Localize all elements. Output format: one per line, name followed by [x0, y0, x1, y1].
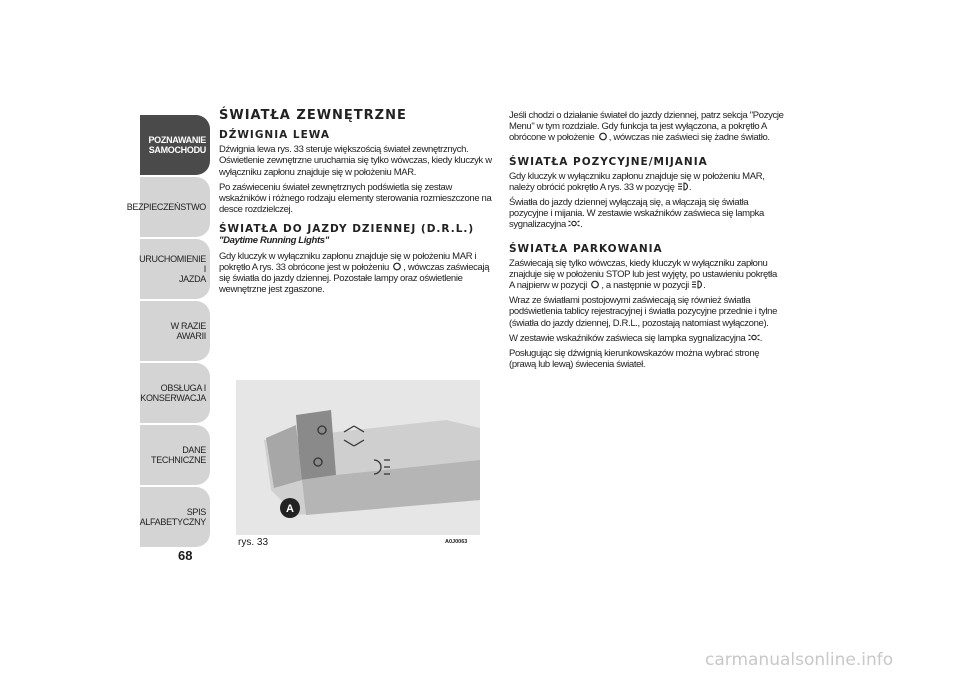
side-lights-icon [568, 219, 583, 231]
figure-label: rys. 33 [238, 537, 269, 548]
text: Jeśli chodzi o działanie świateł do jazdy dziennej, patrz sekcja "Pozycje Menu" w tym rozdziale. Gdy funkcja ta jest wyłączona, a pokrętło A obrócone w położenie [509, 110, 784, 144]
text: Zaświecają się tylko wówczas, kiedy kluczyk w wyłączniku zapłonu znajduje się w położeniu STOP lub jest wyjęty, po ustawieniu pokrętła A najpierw w pozycji [509, 257, 777, 292]
tab-label: OBSŁUGA I KONSERWACJA [140, 383, 206, 403]
text: . [688, 181, 692, 193]
watermark: carmanualsonline.info [705, 650, 894, 670]
tab-w-razie-awarii[interactable] [140, 301, 210, 361]
paragraph [509, 197, 784, 231]
tab-dane-techniczne[interactable] [140, 425, 210, 485]
tab-spis-alfabetyczny[interactable] [140, 487, 210, 547]
tab-label: BEZPIECZEŃSTWO [126, 202, 206, 212]
tab-label: URUCHOMIENIE I JAZDA [139, 254, 206, 284]
tab-label: W RAZIE AWARII [170, 321, 206, 341]
text: . [580, 219, 583, 231]
tab-bezpieczenstwo[interactable] [126, 177, 210, 237]
heading-parking-lights: ŚWIATŁA PARKOWANIA [509, 242, 663, 255]
low-beam-icon [677, 181, 692, 193]
left-column [219, 110, 494, 299]
text: , wówczas nie zaświeci się żadne światło. [608, 132, 770, 144]
paragraph [509, 171, 784, 193]
drl-subtitle: "Daytime Running Lights" [219, 235, 329, 247]
heading-lever: DŹWIGNIA LEWA [219, 129, 331, 142]
paragraph: Po zaświeceniu świateł zewnętrznych podświetla się zestaw wskaźników i różnego rodzaju elementy sterowania rozmieszczone na desce rozdzielczej. [219, 181, 492, 216]
text: Światła do jazdy dziennej wyłączają się, a włączają się światła pozycyjne i mijania. W zestawie wskaźników zaświeca się lampka sygnalizacyjna [509, 197, 764, 231]
text: , wówczas zaświecają się światła do jazdy dziennej. Pozostałe lampy oraz oświetlenie wewnętrzne jest zgaszone. [219, 261, 490, 296]
paragraph [509, 110, 784, 144]
heading-drl: ŚWIATŁA DO JAZDY DZIENNEJ (D.R.L.) [219, 223, 475, 236]
paragraph: Posługując się dźwignią kierunkowskazów można wybrać stronę (prawą lub lewą) świecenia świateł. [509, 348, 760, 371]
tab-obsluga-i-konserwacja[interactable] [140, 363, 210, 423]
tab-label: SPIS ALFABETYCZNY [139, 507, 206, 527]
side-lights-icon [748, 332, 763, 344]
paragraph [509, 258, 784, 292]
chapter-sidebar [126, 115, 210, 549]
paragraph: Wraz ze światłami postojowymi zaświecają się również światła podświetlenia tablicy rejestracyjnej i światła pozycyjne przednie i tylne (światła do jazdy dziennej, D.R.L., pozostają natomiast wyłączone). [509, 295, 778, 329]
tab-poznawanie-samochodu[interactable] [140, 115, 210, 175]
heading-position-lights: ŚWIATŁA POZYCYJNE/MIJANIA [509, 155, 708, 168]
circle-off-icon [391, 262, 403, 271]
figure-marker: A [286, 503, 294, 515]
right-column [509, 110, 784, 374]
text: . [759, 332, 763, 344]
tab-label: DANE TECHNICZNE [151, 445, 206, 465]
section-title: ŚWIATŁA ZEWNĘTRZNE [219, 108, 407, 123]
lever-figure [236, 380, 480, 535]
text: Gdy kluczyk w wyłączniku zapłonu znajduje się w położeniu MAR, należy obrócić pokrętło A rys. 33 w pozycję [509, 170, 765, 193]
tab-label: POZNAWANIE SAMOCHODU [148, 135, 206, 155]
tab-uruchomienie-i-jazda[interactable] [140, 239, 210, 299]
text: Gdy kluczyk w wyłączniku zapłonu znajduje się w położeniu MAR i pokrętło A rys. 33 obrócone jest w położeniu [219, 250, 477, 273]
circle-off-icon [589, 280, 601, 289]
text: . [703, 280, 706, 292]
figure-code: A0J0063 [445, 539, 468, 545]
text: W zestawie wskaźników zaświeca się lampka sygnalizacyjna [509, 332, 746, 344]
text: , a następnie w pozycji [601, 280, 689, 292]
circle-off-icon [597, 132, 609, 141]
paragraph [509, 333, 784, 344]
page-number: 68 [178, 548, 193, 563]
paragraph [219, 251, 494, 296]
low-beam-icon [691, 280, 706, 292]
paragraph: Dźwignia lewa rys. 33 steruje większością świateł zewnętrznych. Oświetlenie zewnętrzne uruchamia się tylko wówczas, kiedy kluczyk w wyłączniku zapłonu znajduje się w położeniu MAR. [219, 144, 492, 178]
